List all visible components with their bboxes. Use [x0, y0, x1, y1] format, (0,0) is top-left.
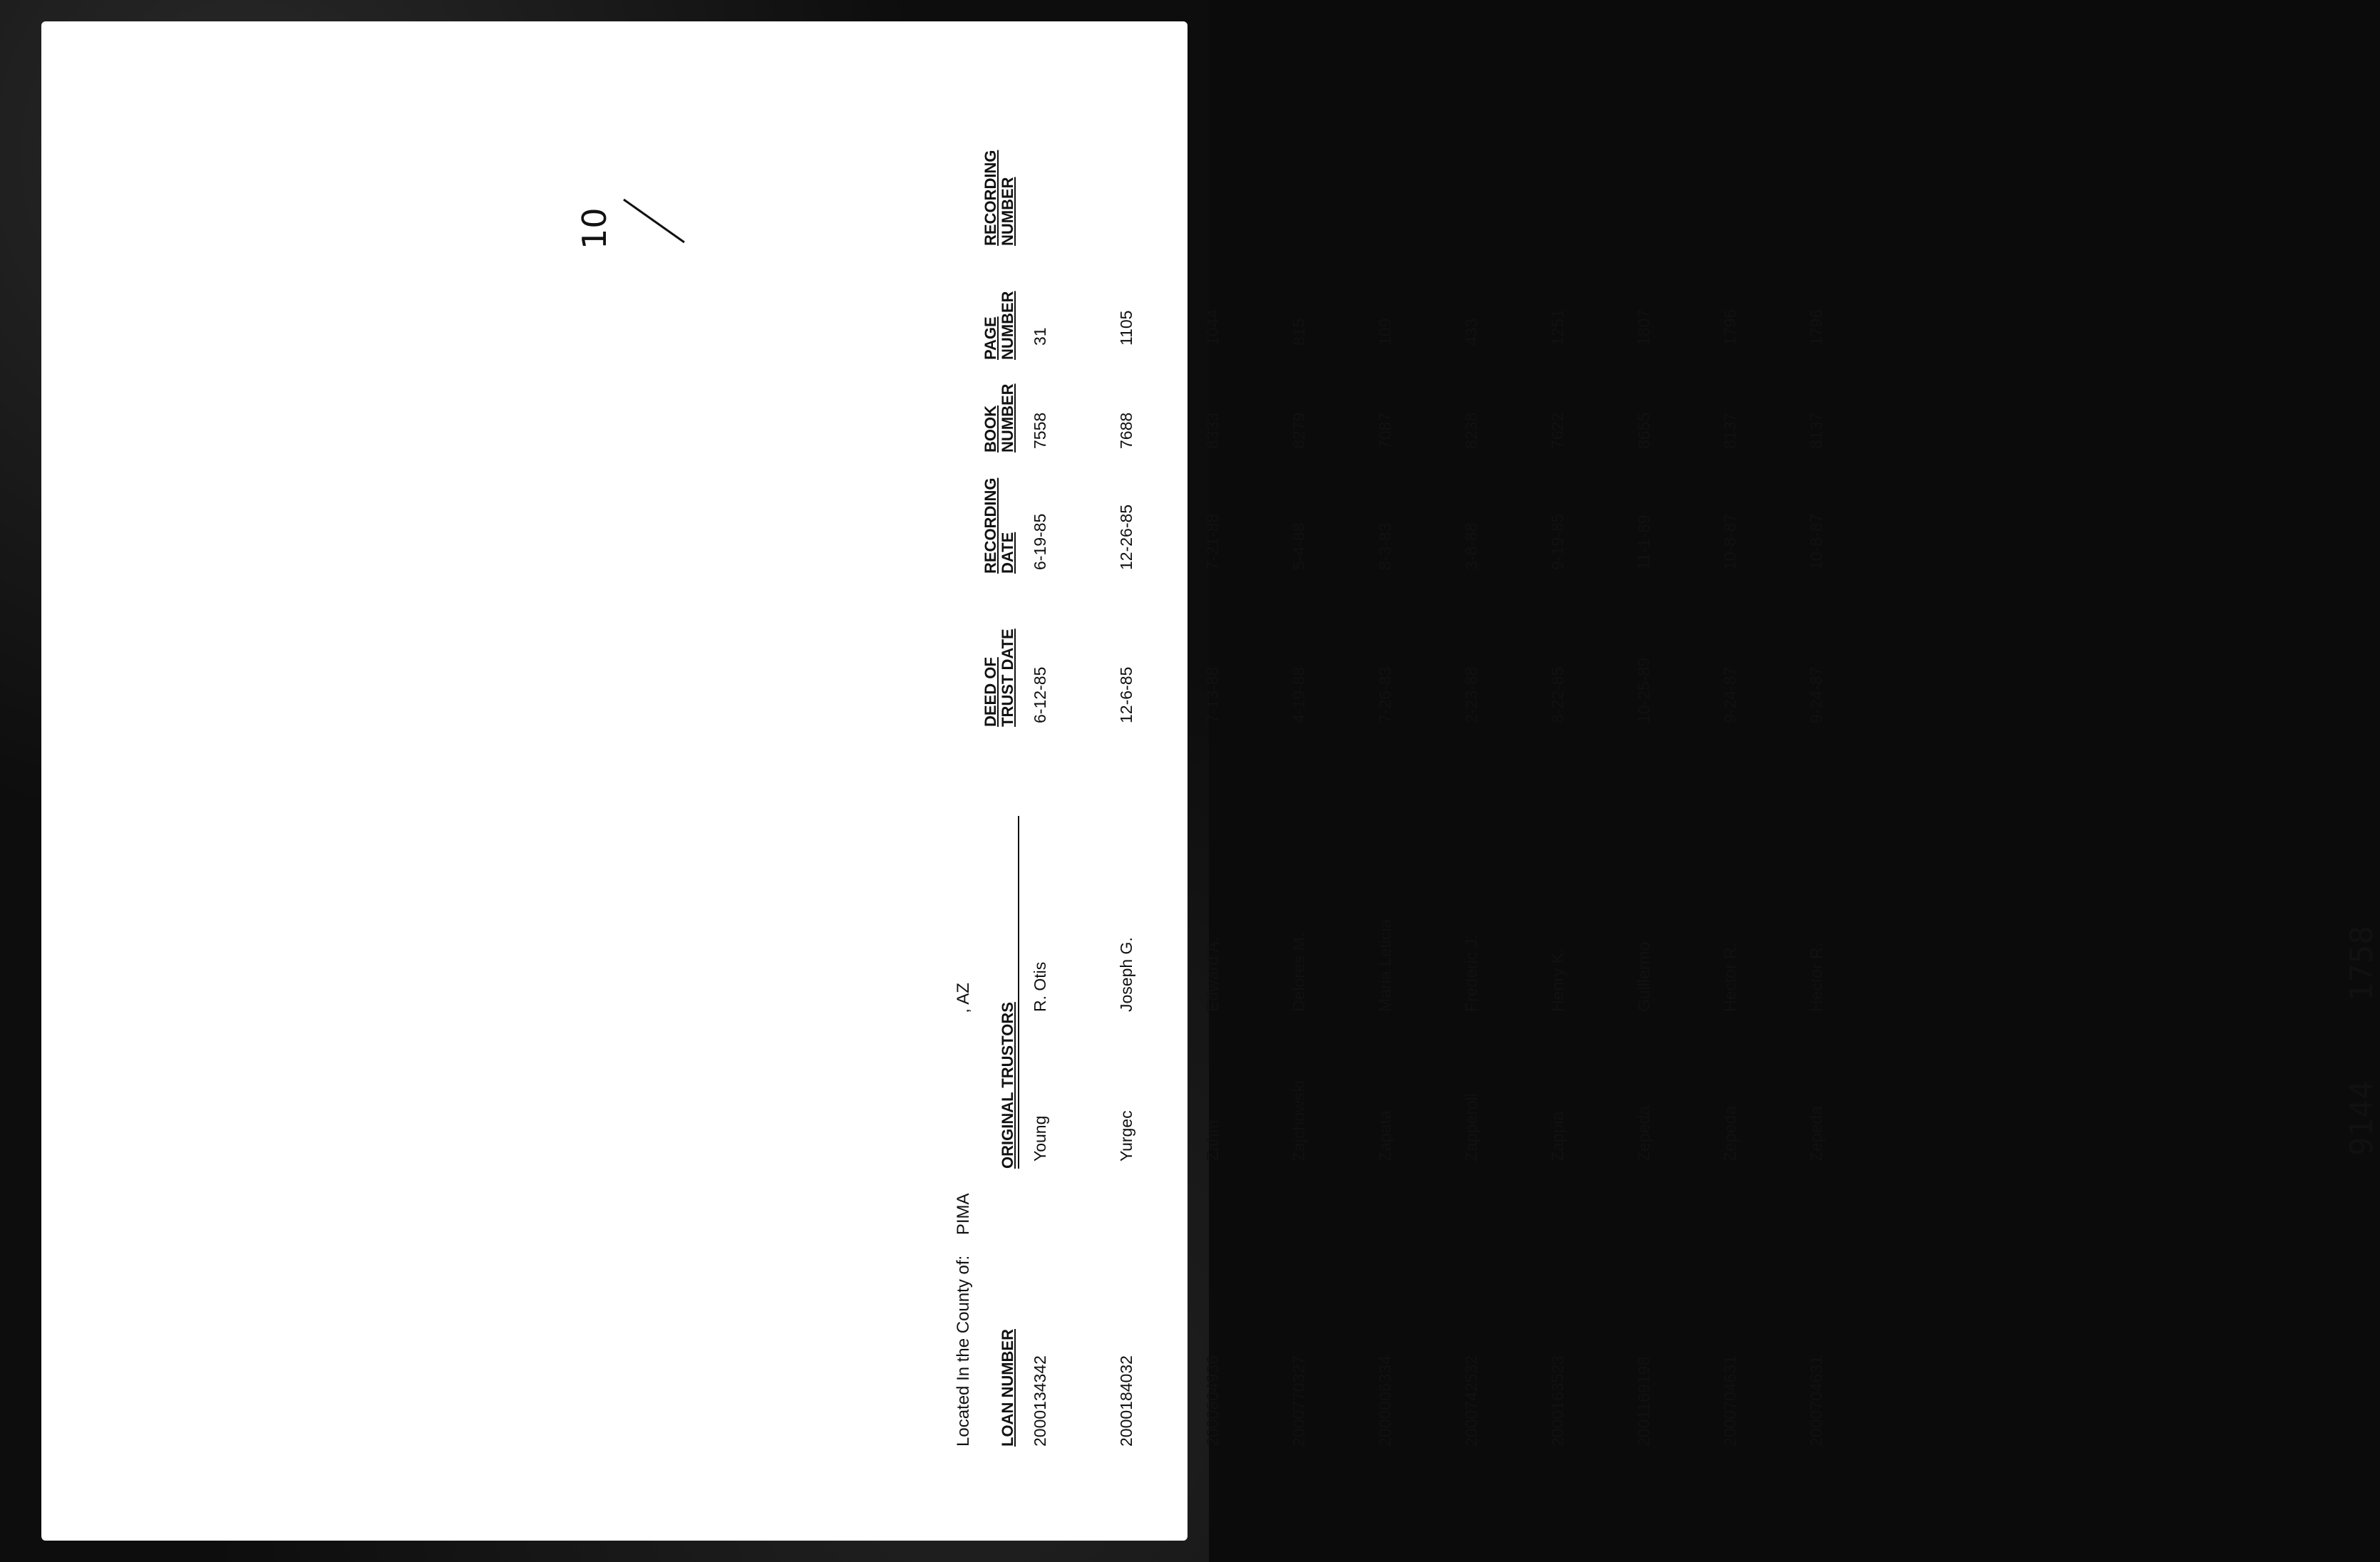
header-original-trustors: ORIGINAL TRUSTORS: [999, 1002, 1016, 1169]
book-number-cell: 8238: [1462, 412, 1480, 449]
loan-number-cell: 2000804936: [1203, 1355, 1222, 1447]
deed-of-trust-date-cell: 6-12-85: [1031, 666, 1049, 723]
header-deed-text: DEED OF TRUST DATE: [982, 629, 1016, 727]
loan-number-cell: 2000770327: [1289, 1355, 1308, 1447]
table-row: [1376, 57, 1404, 1447]
header-loan-number: LOAN NUMBER: [999, 1329, 1016, 1447]
handwritten-number-right: 1758: [2344, 926, 2380, 1001]
page-number-cell: 1807: [1634, 309, 1653, 346]
handwritten-number-left: 9144: [2344, 1080, 2380, 1156]
loan-number-cell: 2001169198: [1634, 1356, 1653, 1447]
table-row: [1289, 57, 1318, 1447]
table-row: [1721, 57, 1749, 1447]
header-recnum-text: RECORDING NUMBER: [982, 150, 1016, 246]
county-line: [954, 983, 974, 1447]
deed-of-trust-date-cell: 7-26-83: [1376, 666, 1394, 723]
header-recording-number: [982, 139, 1016, 246]
trustor-first-name-cell: Guillermo: [1634, 941, 1653, 1012]
book-number-cell: 7558: [1031, 412, 1049, 449]
trustor-first-name-cell: Frederic J.: [1462, 934, 1480, 1012]
book-number-cell: 8279: [1289, 412, 1308, 449]
trustor-first-name-cell: Hector R.: [1721, 942, 1739, 1012]
page-number-cell: 1796: [1807, 309, 1825, 346]
loan-number-cell: 2000006334: [1376, 1355, 1394, 1447]
header-page-text: PAGE NUMBER: [982, 291, 1016, 360]
loan-number-cell: 2000163523: [1548, 1355, 1567, 1447]
header-rule: [1018, 816, 1019, 1169]
trustor-first-name-cell: Maria Leticia: [1376, 919, 1394, 1012]
table-row: [1634, 57, 1663, 1447]
trustor-last-name-cell: Young: [1031, 1115, 1049, 1162]
book-number-cell: 7622: [1548, 412, 1567, 449]
trustor-first-name-cell: Edward A.: [1203, 937, 1222, 1012]
deed-of-trust-date-cell: 9-24-87: [1807, 666, 1825, 723]
loan-number-cell: 2000134342: [1031, 1355, 1049, 1447]
trustor-last-name-cell: Zepeda: [1721, 1105, 1739, 1162]
page-number-cell: 1251: [1548, 309, 1567, 346]
deed-of-trust-date-cell: 12-6-85: [1117, 666, 1135, 723]
book-number-cell: 8655: [1634, 412, 1653, 449]
county-value: PIMA: [954, 1193, 973, 1236]
state-label: , AZ: [954, 983, 973, 1013]
recording-date-cell: 6-19-85: [1031, 513, 1049, 570]
loan-number-cell: 2000704631: [1721, 1355, 1739, 1447]
trustor-last-name-cell: Zapperoll: [1462, 1093, 1480, 1162]
recording-date-cell: 5-4-88: [1289, 522, 1308, 570]
loan-number-cell: 2000184032: [1117, 1355, 1135, 1447]
header-recdate-text: RECORDING DATE: [982, 477, 1016, 574]
handwritten-mark-text: 10: [575, 207, 614, 249]
book-number-cell: 8137: [1807, 412, 1825, 449]
table-row: [1548, 57, 1577, 1447]
page-number-cell: 31: [1031, 327, 1049, 346]
recording-date-cell: 9-19-85: [1548, 513, 1567, 570]
trustor-first-name-cell: R. Otis: [1031, 961, 1049, 1012]
header-page-number: [982, 274, 1016, 360]
handwritten-mark-svg: [575, 185, 699, 278]
recording-date-cell: 8-3-83: [1376, 522, 1394, 570]
trustor-last-name-cell: Zajchowski: [1289, 1080, 1308, 1162]
table-row: [1807, 57, 1835, 1447]
book-number-cell: 8137: [1721, 412, 1739, 449]
table-row: [1462, 57, 1490, 1447]
trustor-last-name-cell: Zepeda: [1634, 1105, 1653, 1162]
deed-of-trust-date-cell: 2-23-88: [1462, 666, 1480, 723]
recording-date-cell: 3-8-88: [1462, 522, 1480, 570]
trustor-last-name-cell: Zepeda: [1807, 1105, 1825, 1162]
deed-of-trust-date-cell: 4-19-88: [1289, 666, 1308, 723]
header-book-number: [982, 367, 1016, 452]
trustor-first-name-cell: Joseph G.: [1117, 937, 1135, 1012]
deed-of-trust-date-cell: 10-25-89: [1634, 657, 1653, 723]
trustor-last-name-cell: Zapata: [1376, 1110, 1394, 1162]
county-label: Located In the County of:: [954, 1255, 973, 1447]
table-row: [1203, 57, 1232, 1447]
table-row: [1031, 57, 1059, 1447]
trustor-last-name-cell: Zappia: [1548, 1111, 1567, 1162]
page-number-cell: 433: [1462, 318, 1480, 346]
trustor-first-name-cell: Henry K.: [1548, 948, 1567, 1012]
loan-number-cell: 2000704631: [1807, 1355, 1825, 1447]
header-recording-date: [982, 467, 1016, 574]
table-row: [1117, 57, 1145, 1447]
handwritten-mark: [575, 185, 699, 278]
deed-of-trust-date-cell: 8-22-85: [1548, 666, 1567, 723]
handwritten-slash: [624, 200, 684, 242]
deed-of-trust-date-cell: 9-24-87: [1721, 666, 1739, 723]
page-number-cell: 1105: [1117, 310, 1135, 346]
header-book-text: BOOK NUMBER: [982, 383, 1016, 452]
loan-number-cell: 2000742532: [1462, 1355, 1480, 1447]
trustor-last-name-cell: Yurgec: [1117, 1110, 1135, 1162]
book-number-cell: 7087: [1376, 412, 1394, 449]
trustor-first-name-cell: Delores M.: [1289, 932, 1308, 1012]
header-deed-of-trust-date: [982, 613, 1016, 727]
page-number-cell: 1044: [1203, 309, 1222, 346]
trustor-first-name-cell: Hector R.: [1807, 942, 1825, 1012]
trustor-last-name-cell: Zahm: [1203, 1119, 1222, 1162]
recording-date-cell: 11-1-89: [1634, 514, 1653, 570]
page-number-cell: 1796: [1721, 309, 1739, 346]
book-number-cell: 7688: [1117, 412, 1135, 449]
recording-date-cell: 10-8-87: [1807, 513, 1825, 570]
recording-date-cell: 12-26-85: [1117, 504, 1135, 570]
page-number-cell: 815: [1289, 318, 1308, 346]
book-number-cell: 8333: [1203, 412, 1222, 449]
rotated-content: [954, 57, 2380, 1447]
page-number-cell: 109: [1376, 318, 1394, 346]
recording-date-cell: 7-21-88: [1203, 513, 1222, 570]
recording-date-cell: 10-8-87: [1721, 513, 1739, 570]
deed-of-trust-date-cell: 7-13-88: [1203, 666, 1222, 723]
